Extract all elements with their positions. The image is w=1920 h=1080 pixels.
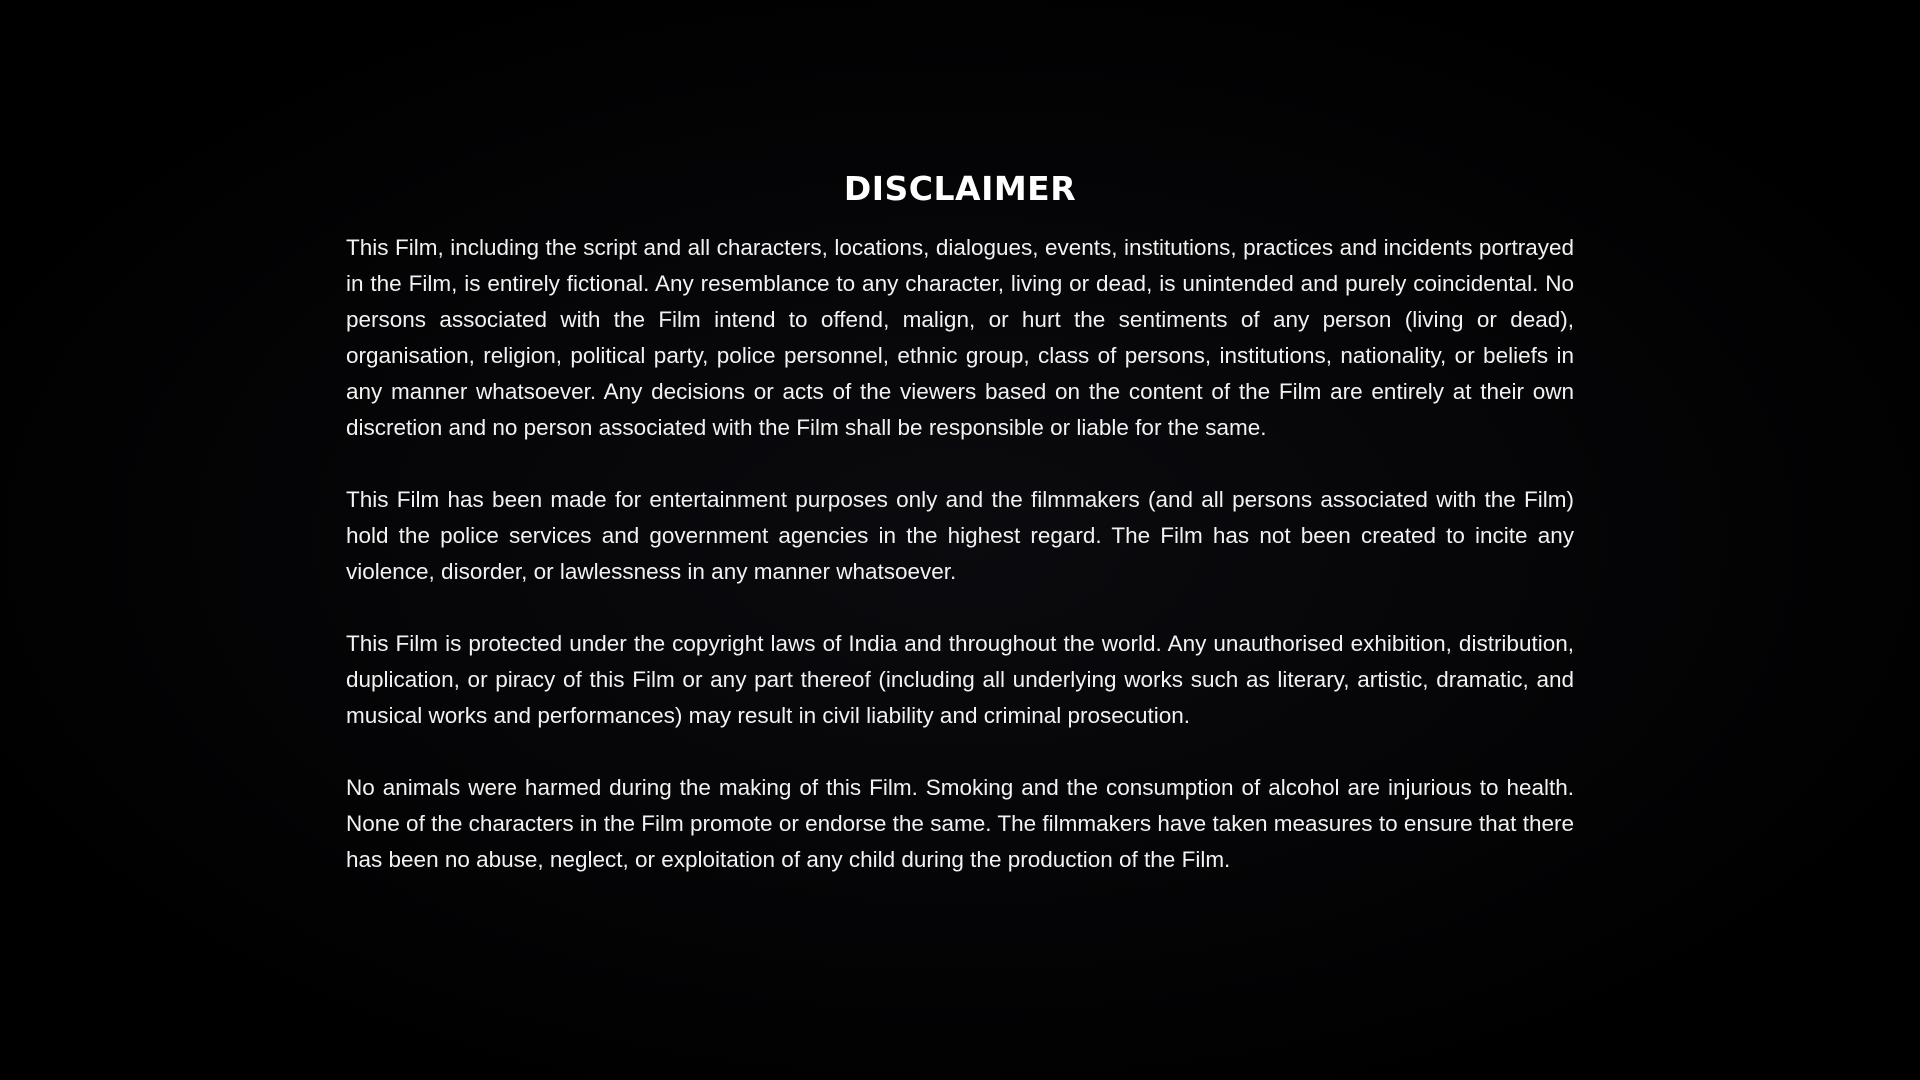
disclaimer-title: DISCLAIMER [843, 169, 1077, 208]
disclaimer-content [346, 168, 1574, 878]
disclaimer-paragraph-copyright: This Film is protected under the copyright laws of India and throughout the world. Any unauthorised exhibition, distribution, duplication, or piracy of this Film or any part thereof (including all underlying works such as literary, artistic, dramatic, and musical works and performances) may result in civil liability and criminal prosecution. [346, 631, 1574, 728]
disclaimer-paragraph-welfare: No animals were harmed during the making of this Film. Smoking and the consumption of alcohol are injurious to health. None of the characters in the Film promote or endorse the same. The filmmakers have taken measures to ensure that there has been no abuse, neglect, or exploitation of any child during the production of the Film. [346, 775, 1574, 872]
disclaimer-paragraph-fiction: This Film, including the script and all characters, locations, dialogues, events, institutions, practices and incidents portrayed in the Film, is entirely fictional. Any resemblance to any character, living or dead, is unintended and purely coincidental. No persons associated with the Film intend to offend, malign, or hurt the sentiments of any person (living or dead), organisation, religion, political party, police personnel, ethnic group, class of persons, institutions, nationality, or beliefs in any manner whatsoever. Any decisions or acts of the viewers based on the content of the Film are entirely at their own discretion and no person associated with the Film shall be responsible or liable for the same. [346, 235, 1574, 440]
disclaimer-paragraph-entertainment: This Film has been made for entertainment purposes only and the filmmakers (and all persons associated with the Film) hold the police services and government agencies in the highest regard. The Film has not been created to incite any violence, disorder, or lawlessness in any manner whatsoever. [346, 487, 1574, 584]
